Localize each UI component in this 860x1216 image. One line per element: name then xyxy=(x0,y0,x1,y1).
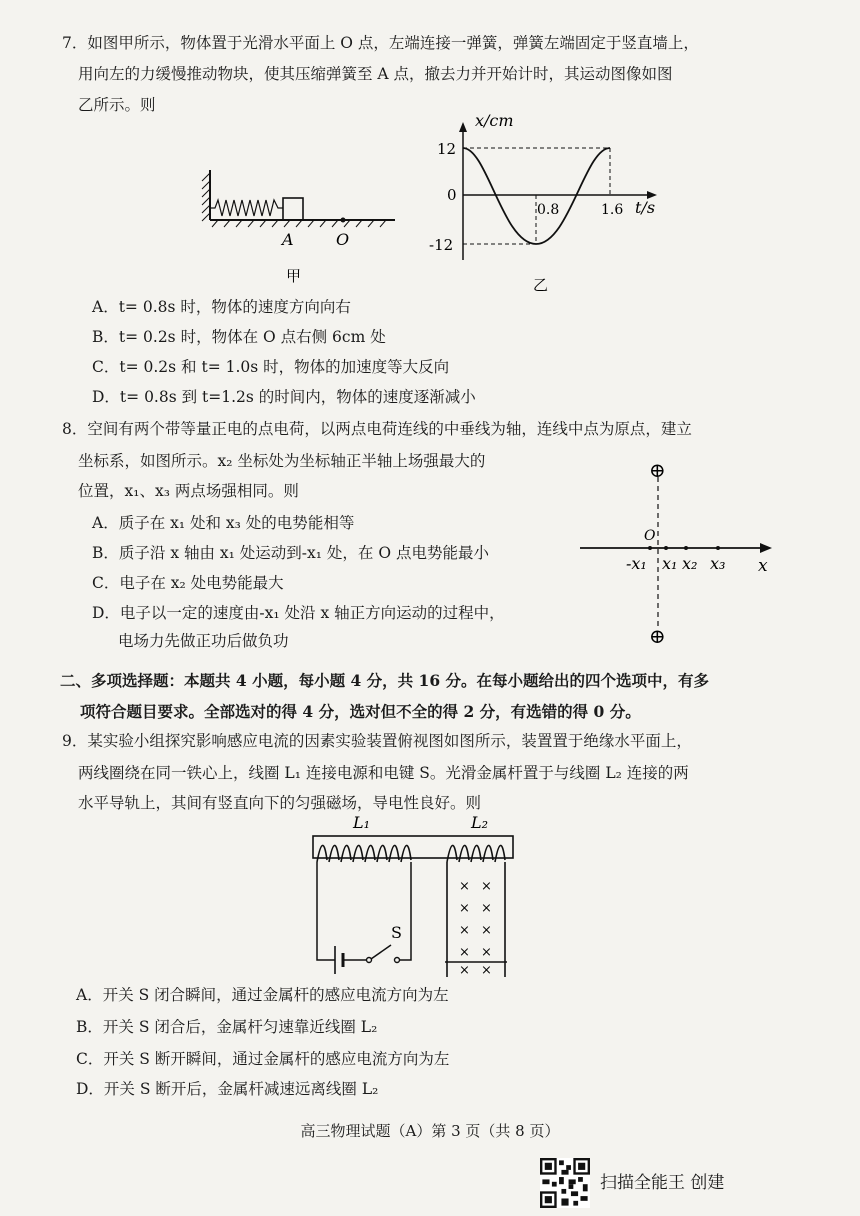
q8-option-d-2: 电场力先做正功后做负功 xyxy=(118,632,289,650)
x-axis-arrow xyxy=(760,543,772,553)
q7-option-c: C．t= 0.2s 和 t= 1.0s 时，物体的加速度等大反向 xyxy=(92,358,450,376)
switch-pivot xyxy=(367,958,372,963)
q8-option-c: C．电子在 x₂ 处电势能最大 xyxy=(92,574,284,592)
field-cross: × xyxy=(459,901,470,916)
coil-L1 xyxy=(317,845,411,862)
q8-line-1: 8．空间有两个带等量正电的点电荷，以两点电荷连线的中垂线为轴，连线中点为原点，建立 xyxy=(62,420,692,438)
label-x3: x₃ xyxy=(710,554,726,573)
field-cross: × xyxy=(481,963,492,978)
label-x2: x₂ xyxy=(682,554,698,573)
charge-bottom: ⊕ xyxy=(649,624,666,648)
field-cross: × xyxy=(459,963,470,978)
label-x: x xyxy=(758,556,768,576)
q9-line-3: 水平导轨上，其间有竖直向下的匀强磁场，导电性良好。则 xyxy=(78,794,482,812)
label-L2: L₂ xyxy=(471,813,489,832)
page-footer: 高三物理试题（A）第 3 页（共 8 页） xyxy=(300,1122,560,1140)
tick-12: 12 xyxy=(437,140,457,158)
floor-hatch xyxy=(212,220,386,227)
dot-x1 xyxy=(664,546,668,550)
q9-line-1: 9．某实验小组探究影响感应电流的因素实验装置俯视图如图所示，装置置于绝缘水平面上， xyxy=(62,732,692,750)
tick-0.8: 0.8 xyxy=(537,202,560,218)
dot-mx1 xyxy=(648,546,652,550)
tick-0: 0 xyxy=(447,186,457,204)
q9-option-b: B．开关 S 闭合后，金属杆匀速靠近线圈 L₂ xyxy=(76,1018,378,1036)
figure-jia xyxy=(190,165,410,290)
wire-left xyxy=(317,862,335,960)
q7-line-3: 乙所示。则 xyxy=(78,96,156,114)
spring xyxy=(210,200,283,216)
qr-code-icon xyxy=(540,1158,590,1208)
q8-line-2: 坐标系，如图所示。x₂ 坐标处为坐标轴正半轴上场强最大的 xyxy=(78,452,486,470)
q8-option-a: A．质子在 x₁ 处和 x₃ 处的电势能相等 xyxy=(92,514,355,532)
tick-m12: -12 xyxy=(429,236,454,254)
wire-right xyxy=(399,862,411,960)
label-S: S xyxy=(391,923,402,942)
magnetic-field xyxy=(459,879,492,978)
section-2-line-1: 二、多项选择题：本题共 4 小题，每小题 4 分，共 16 分。在每小题给出的四个选项中，有多 xyxy=(60,671,710,690)
dot-x2 xyxy=(684,546,688,550)
ylabel: x/cm xyxy=(475,111,514,130)
x-axis-arrow xyxy=(459,122,467,132)
field-cross: × xyxy=(459,879,470,894)
switch-lever xyxy=(371,945,391,959)
q9-option-a: A．开关 S 闭合瞬间，通过金属杆的感应电流方向为左 xyxy=(76,986,449,1004)
figure-yi-xt-graph xyxy=(425,110,675,300)
field-cross: × xyxy=(459,945,470,960)
q9-option-d: D．开关 S 断开后，金属杆减速远离线圈 L₂ xyxy=(76,1080,379,1098)
section-2-line-2: 项符合题目要求。全部选对的得 4 分，选对但不全的得 2 分，有选错的得 0 分。 xyxy=(80,702,641,721)
label-x1: x₁ xyxy=(662,554,678,573)
field-cross: × xyxy=(481,879,492,894)
field-cross: × xyxy=(481,923,492,938)
field-cross: × xyxy=(481,901,492,916)
q7-line-2: 用向左的力缓慢推动物块，使其压缩弹簧至 A 点，撤去力并开始计时，其运动图像如图 xyxy=(78,65,673,83)
block xyxy=(283,198,303,220)
q8-line-3: 位置，x₁、x₃ 两点场强相同。则 xyxy=(78,482,299,500)
figure-q8-charges xyxy=(570,455,790,650)
q7-option-d: D．t= 0.8s 到 t=1.2s 的时间内，物体的速度逐渐减小 xyxy=(92,388,476,406)
label-O: O xyxy=(336,230,350,249)
dot-x3 xyxy=(716,546,720,550)
caption-jia: 甲 xyxy=(286,267,302,285)
xlabel: t/s xyxy=(635,198,656,217)
caption-yi: 乙 xyxy=(533,276,549,294)
origin-label: O xyxy=(644,528,656,544)
label-mx1: -x₁ xyxy=(626,554,647,573)
q9-option-c: C．开关 S 断开瞬间，通过金属杆的感应电流方向为左 xyxy=(76,1050,450,1068)
wall-hatch xyxy=(202,173,210,221)
tick-1.6: 1.6 xyxy=(601,202,624,218)
scanner-watermark: 扫描全能王 创建 xyxy=(600,1173,725,1193)
field-cross: × xyxy=(481,945,492,960)
figure-q9-coils xyxy=(295,812,535,987)
coil-L2 xyxy=(447,845,505,862)
q8-option-b: B．质子沿 x 轴由 x₁ 处运动到-x₁ 处，在 O 点电势能最小 xyxy=(92,544,489,562)
charge-top: ⊕ xyxy=(649,458,666,482)
q8-option-d-1: D．电子以一定的速度由-x₁ 处沿 x 轴正方向运动的过程中， xyxy=(92,604,505,622)
q7-line-1: 7．如图甲所示，物体置于光滑水平面上 O 点，左端连接一弹簧，弹簧左端固定于竖直墙上， xyxy=(62,34,699,52)
label-A: A xyxy=(282,230,294,249)
q9-line-2: 两线圈绕在同一铁心上，线圈 L₁ 连接电源和电键 S。光滑金属杆置于与线圈 L₂ 连接的两 xyxy=(78,764,689,782)
q7-option-b: B．t= 0.2s 时，物体在 O 点右侧 6cm 处 xyxy=(92,328,386,346)
point-O-dot xyxy=(341,218,346,223)
switch-contact xyxy=(395,958,400,963)
field-cross: × xyxy=(459,923,470,938)
q7-option-a: A．t= 0.8s 时，物体的速度方向向右 xyxy=(92,298,351,316)
label-L1: L₁ xyxy=(353,813,371,832)
